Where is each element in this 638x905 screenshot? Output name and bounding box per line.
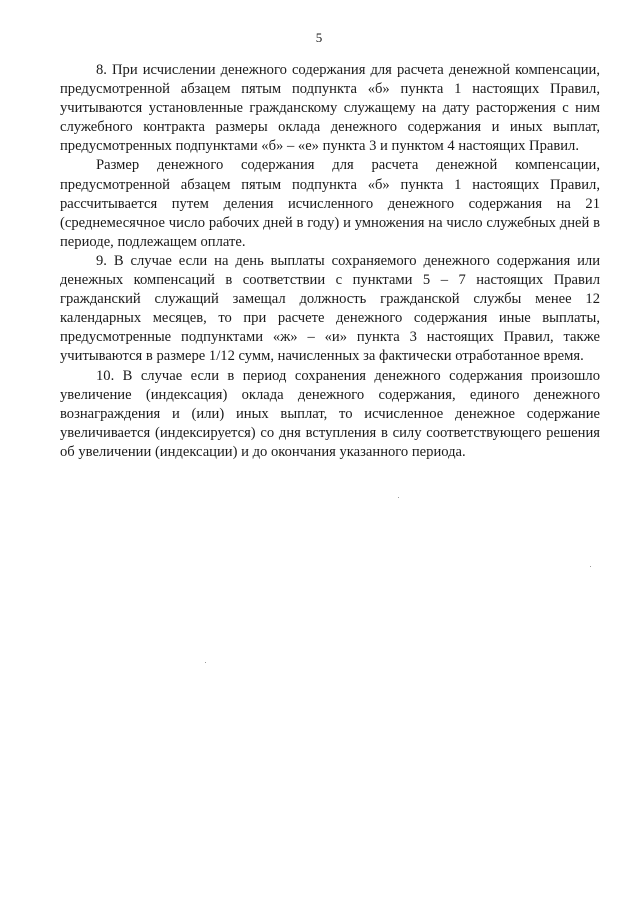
- scan-speck: [590, 566, 591, 567]
- paragraph-10: 10. В случае если в период сохранения денежного содержания произошло увеличение (индексация) оклада денежного содержания, единого денежного вознаграждения и (или) иных выплат, то исчисленное денежное содержание увеличивается (индексируется) со дня вступления в силу соответствующего решения об увеличении (индексации) и до окончания указанного периода.: [60, 367, 600, 460]
- paragraph-8: 8. При исчислении денежного содержания для расчета денежной компенсации, предусмотренной абзацем пятым подпункта «б» пункта 1 настоящих Правил, учитываются установленные гражданскому служащему на дату расторжения с ним служебного контракта размеры оклада денежного содержания и иных выплат, предусмотренных подпунктами «б» – «е» пункта 3 и пунктом 4 настоящих Правил.: [60, 62, 600, 155]
- paragraph-8-compensation-size: Размер денежного содержания для расчета денежной компенсации, предусмотренной абзацем пятым подпункта «б» пункта 1 настоящих Правил, рассчитывается путем деления исчисленного денежного содержания на 21 (среднемесячное число рабочих дней в году) и умножения на число служебных дней в периоде, подлежащем оплате.: [60, 157, 600, 250]
- page-number: 5: [315, 30, 323, 45]
- scan-speck: [205, 662, 206, 663]
- scan-speck: [398, 497, 399, 498]
- paragraph-9: 9. В случае если на день выплаты сохраняемого денежного содержания или денежных компенсаций в соответствии с пунктами 5 – 7 настоящих Правил гражданский служащий замещал должность гражданской службы менее 12 календарных месяцев, то при расчете денежного содержания иные выплаты, предусмотренные подпунктами «ж» – «и» пункта 3 настоящих Правил, также учитываются в размере 1/12 сумм, начисленных за фактически отработанное время.: [60, 252, 600, 365]
- document-body: [60, 61, 600, 462]
